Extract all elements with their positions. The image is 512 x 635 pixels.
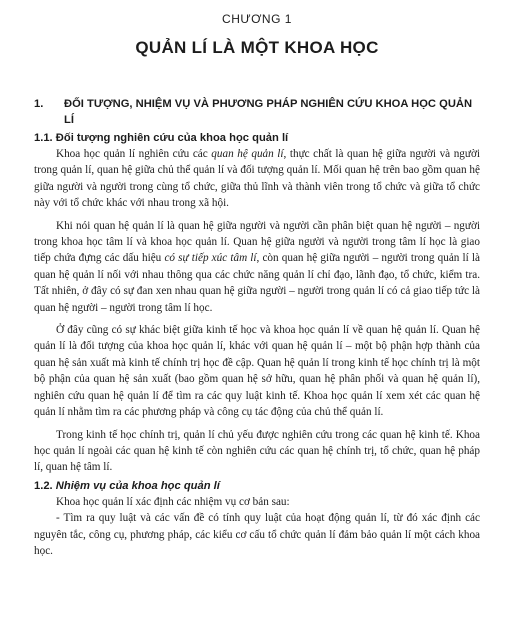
paragraph-2 [34,218,480,316]
paragraph-text: Khi nói quan hệ quản lí là quan hệ giữa người và người cần phân biệt quan hệ người – người trong khoa học tâm lí và khoa học quản lí. Quan hệ giữa người và người trong tâm lí học là giao tiếp chứa đựng các dấu hiệu [34,219,480,265]
subsection-heading-2 [34,480,480,492]
subsection-title: Đối tượng nghiên cứu của khoa học quản lí [55,132,289,144]
paragraph-3: Ở đây cũng có sự khác biệt giữa kinh tế học và khoa học quản lí về quan hệ quản lí. Quan hệ quản lí là đối tượng của khoa học quản lí, khác với quan hệ quản lí – một bộ phận hợp thành của quan hệ sản xuất mà kinh tế chính trị học đề cập. Quan hệ quản lí trong kinh tế học chính trị là một bộ phận của quan hệ sản xuất (bao gồm quan hệ sở hữu, quan hệ phân phối và quan hệ quản lí), nghiên cứu quan hệ quản lí để tìm ra các quy luật kinh tế. Khoa học quản lí xem xét các quan hệ quản lí nhằm tìm ra các phương pháp và công cụ tác động của chủ thể quản lí. [34,324,480,419]
subsection-heading-1 [34,132,480,144]
subsection-number: 1.2. [34,479,53,492]
subsection-number: 1.1. [34,132,53,144]
paragraph-text: , còn quan hệ giữa người – người trong quản lí là quan hệ quản lí nối với nhau thông qua các chức năng quản lí chỉ đạo, lãnh đạo, tổ chức, kiểm tra. Tất nhiên, ở đây có sự đan xen nhau quan hệ giữa người – người trong quản lí có cả giao tiếp tức là quan hệ người – người trong tâm lí học. [34,252,480,314]
emphasis-text: có sự tiếp xúc tâm lí [164,252,257,265]
section-title: ĐỐI TƯỢNG, NHIỆM VỤ VÀ PHƯƠNG PHÁP NGHIÊN CỨU KHOA HỌC QUẢN LÍ [64,98,473,126]
paragraph-1 [34,146,480,212]
section-number: 1. [34,98,44,110]
chapter-title: QUẢN LÍ LÀ MỘT KHOA HỌC [135,38,379,57]
section-heading [34,96,480,128]
subsection-title: Nhiệm vụ của khoa học quản lí [55,479,220,492]
emphasis-text: quan hệ quản lí [211,148,284,160]
paragraph-5: Khoa học quản lí xác định các nhiệm vụ cơ bản sau: [56,495,290,508]
chapter-label: CHƯƠNG 1 [222,12,292,26]
paragraph-6: - Tìm ra quy luật và các vấn đề có tính quy luật của hoạt động quản lí, từ đó xác định các nguyên tắc, công cụ, phương pháp, các kiểu cơ cấu tổ chức quản lí đảm bảo quản lí một cách khoa học. [34,512,480,557]
paragraph-4: Trong kinh tế học chính trị, quản lí chủ yếu được nghiên cứu trong các quan hệ kinh tế. Khoa học quản lí ngoài các quan hệ kinh tế còn nghiên cứu các quan hệ chính trị, tổ chức, quan hệ pháp lí, quan hệ tâm lí. [34,428,480,474]
paragraph-text: Khoa học quản lí nghiên cứu các [56,148,212,160]
paragraph-text: , thực chất là quan hệ giữa người và người trong quản lí, quan hệ giữa chủ thể quản lí và đối tượng quản lí. Mối quan hệ trên bao gồm quan hệ giữa người và người trong cùng tổ chức, giữa thủ lĩnh và thành viên trong tổ chức và giữa tổ chức này với tổ chức khác với nhau trong xã hội. [34,148,480,210]
